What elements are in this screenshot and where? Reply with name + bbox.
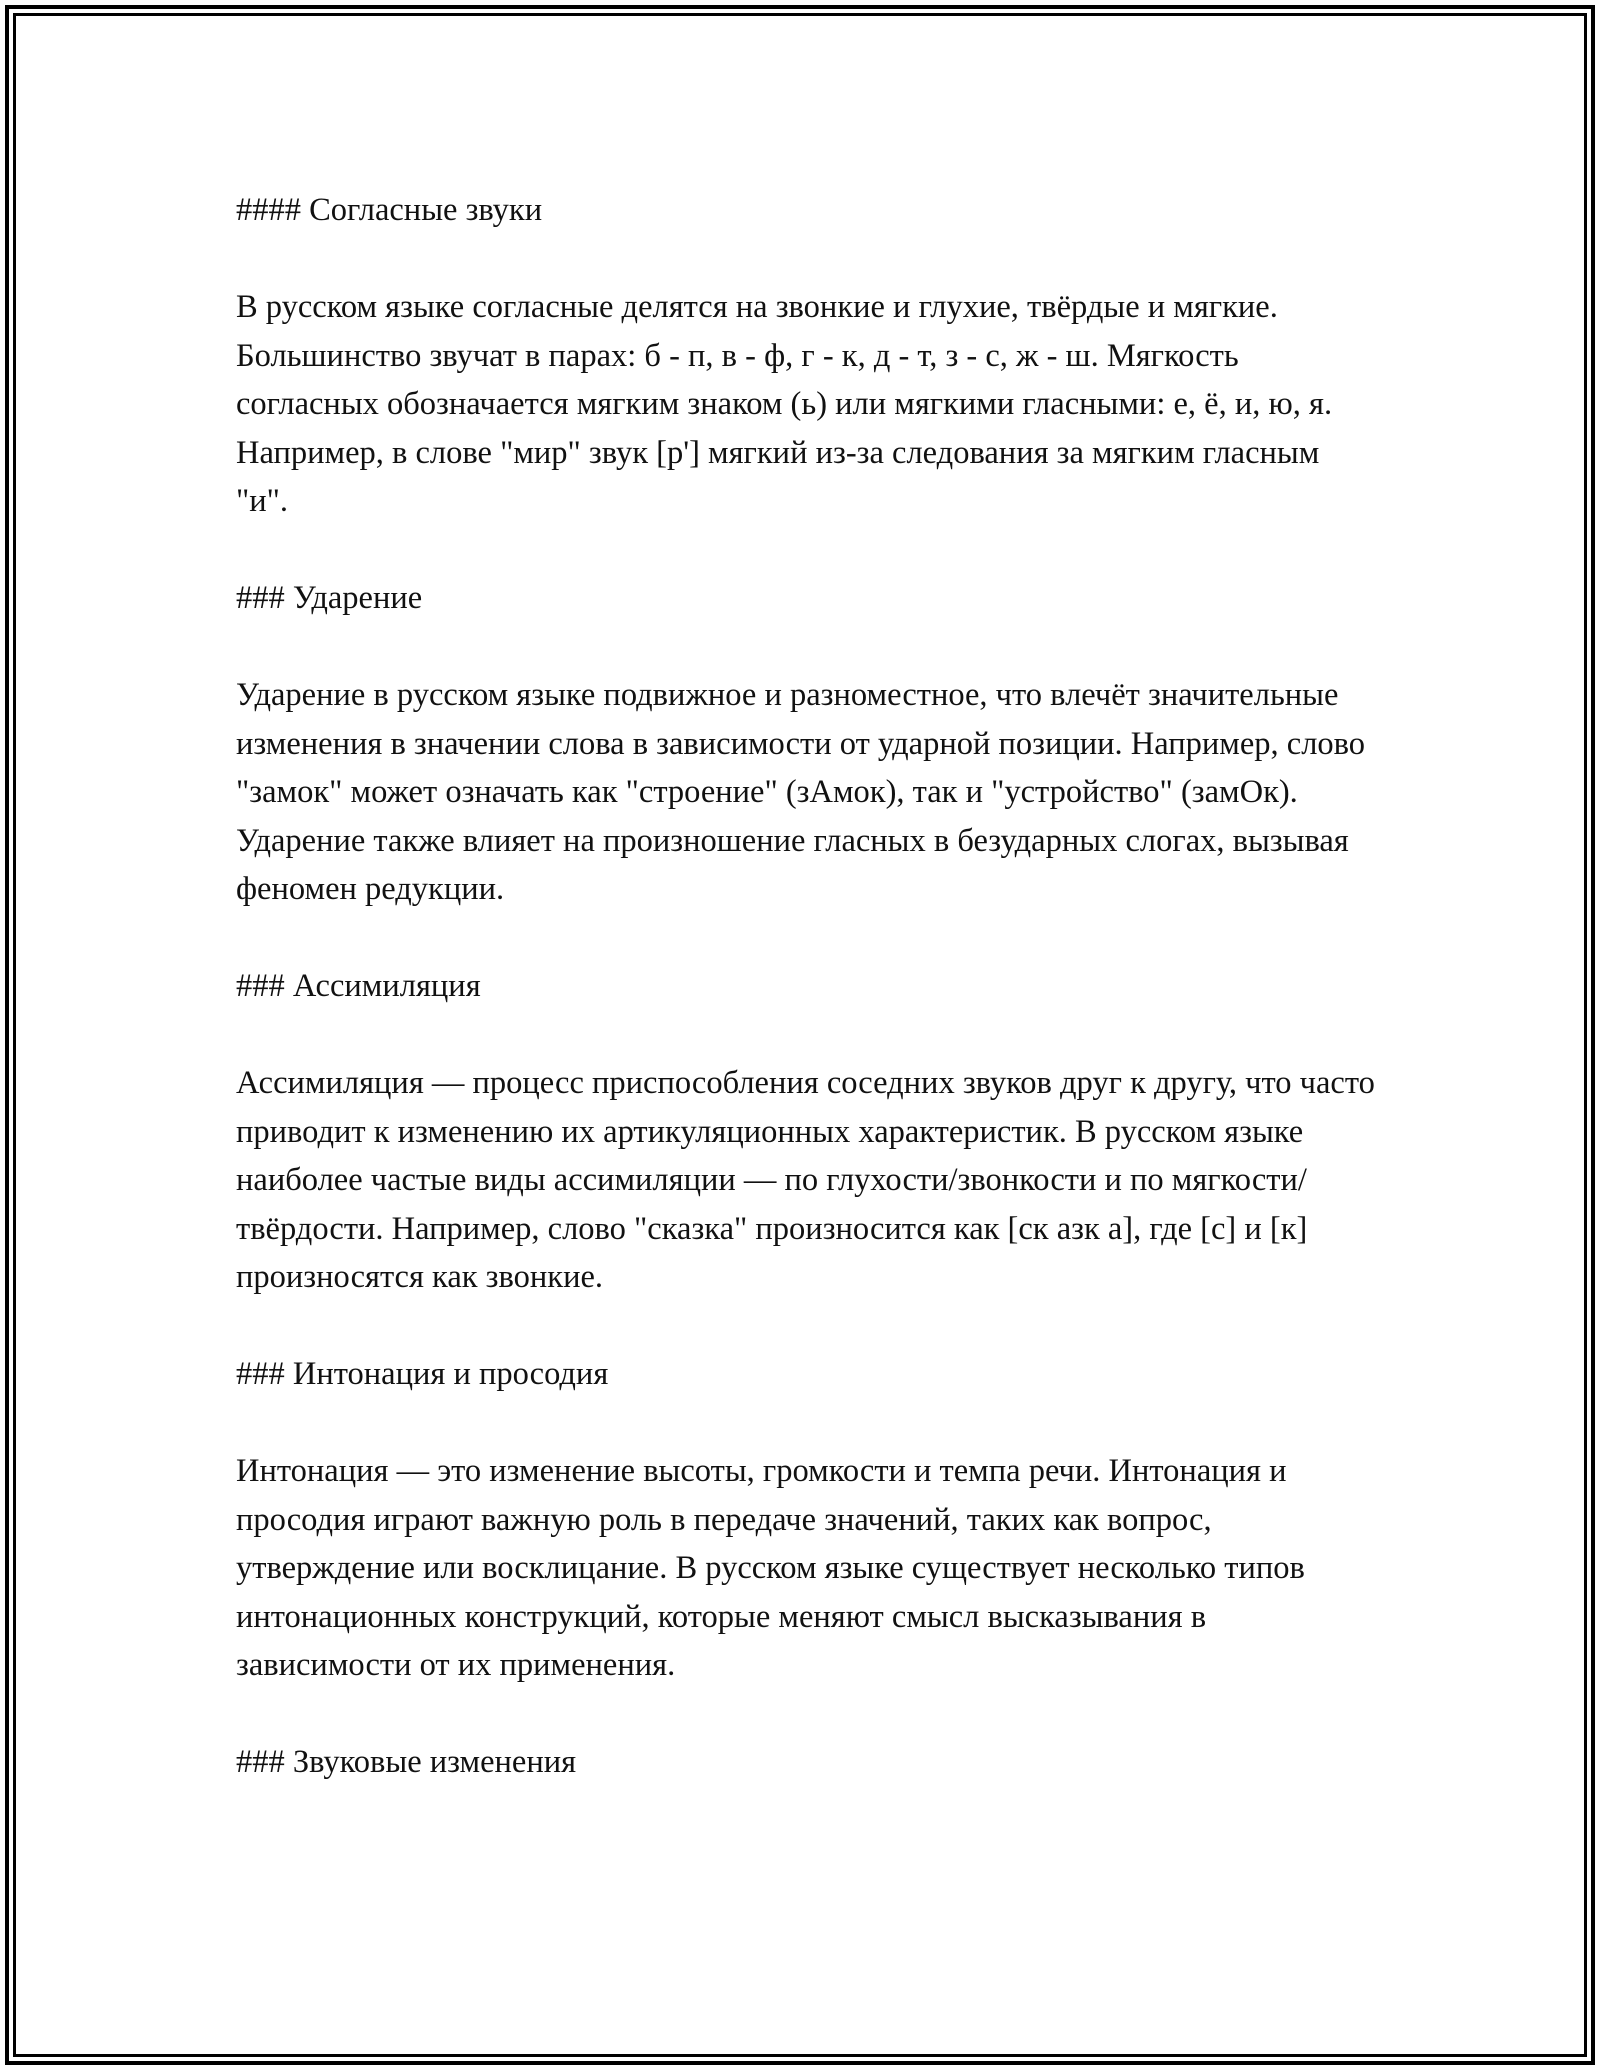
heading-sound-changes: ### Звуковые изменения [236, 1744, 577, 1780]
paragraph-consonants: В русском языке согласные делятся на звонкие и глухие, твёрдые и мягкие. Большинство звучат в парах: б - п, в - ф, г - к, д - т, з - с, ж - ш. Мягкость согласных обозначается мягким знаком (ь) или мягкими гласными: е, ё, и, ю, я. Например, в слове "мир" звук [р'] мягкий из-за следования за мягким гласным "и". [236, 289, 1333, 519]
heading-assimilation: ### Ассимиляция [236, 968, 481, 1004]
document-body [236, 186, 1376, 1787]
paragraph-assimilation: Ассимиляция — процесс приспособления соседних звуков друг к другу, что часто приводит к изменению их артикуляционных характеристик. В русском языке наиболее частые виды ассимиляции — по глухости/звонкости и по мягкости/твёрдости. Например, слово "сказка" произносится как [ск азк а], где [с] и [к] произносятся как звонкие. [236, 1065, 1375, 1295]
paragraph-intonation: Интонация — это изменение высоты, громкости и темпа речи. Интонация и просодия играют важную роль в передаче значений, таких как вопрос, утверждение или восклицание. В русском языке существует несколько типов интонационных конструкций, которые меняют смысл высказывания в зависимости от их применения. [236, 1453, 1305, 1683]
heading-consonants: #### Согласные звуки [236, 192, 543, 228]
heading-stress: ### Ударение [236, 580, 423, 616]
paragraph-stress: Ударение в русском языке подвижное и разноместное, что влечёт значительные изменения в значении слова в зависимости от ударной позиции. Например, слово "замок" может означать как "строение" (зАмок), так и "устройство" (замОк). Ударение также влияет на произношение гласных в безударных слогах, вызывая феномен редукции. [236, 677, 1366, 907]
heading-intonation: ### Интонация и просодия [236, 1356, 609, 1392]
